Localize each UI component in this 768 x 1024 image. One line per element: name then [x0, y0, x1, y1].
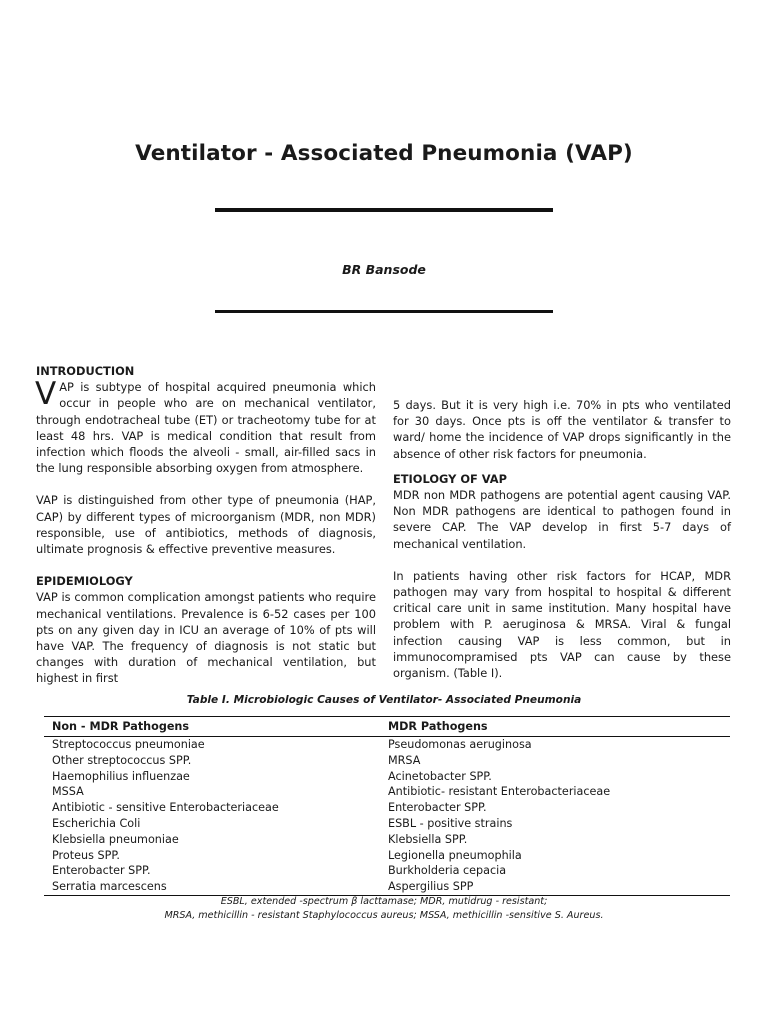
left-column [36, 363, 376, 687]
mdr-cell: MRSA [388, 753, 421, 767]
title-divider-bottom [215, 310, 553, 313]
article-title: Ventilator - Associated Pneumonia (VAP) [135, 141, 633, 166]
table-row [44, 784, 730, 800]
epidemiology-heading: EPIDEMIOLOGY [36, 574, 133, 589]
author-name: BR Bansode [342, 262, 426, 277]
introduction-paragraph-1-text: AP is subtype of hospital acquired pneumonia which occur in people who are on mechanical ventilator, through endotracheal tube (ET) or tracheotomy tube for at least 48 hrs. VAP is medical condition that result from infection which floods the alveoli - small, air-filled sacs in the lung responsible absorbing oxygen from atmosphere. [36, 380, 376, 476]
introduction-paragraph-2: VAP is distinguished from other type of pneumonia (HAP, CAP) by different types of microorganism (MDR, non MDR) responsible, use of antibiotics, methods of diagnosis, ultimate prognosis & effective preventive measures. [36, 493, 376, 557]
pathogen-table [44, 716, 730, 896]
non-mdr-cell: Antibiotic - sensitive Enterobacteriaceae [52, 801, 279, 815]
table-footnote-1: ESBL, extended -spectrum β lacttamase; MDR, mutidrug - resistant; [220, 896, 548, 907]
header-non-mdr: Non - MDR Pathogens [44, 717, 380, 737]
table-header-row [44, 717, 730, 737]
non-mdr-cell: Other streptococcus SPP. [52, 753, 192, 767]
etiology-heading: ETIOLOGY OF VAP [393, 471, 507, 486]
title-divider-top [215, 208, 553, 212]
right-column [393, 397, 731, 681]
table-row [44, 800, 730, 816]
table-row [44, 848, 730, 864]
introduction-heading: INTRODUCTION [36, 364, 135, 378]
mdr-cell: Pseudomonas aeruginosa [388, 738, 532, 751]
mdr-cell: Antibiotic- resistant Enterobacteriaceae [388, 785, 611, 799]
table-footnote-2: MRSA, methicillin - resistant Staphylococcus aureus; MSSA, methicillin -sensitive S. Aureus. [164, 910, 604, 921]
etiology-paragraph-2: In patients having other risk factors for HCAP, MDR pathogen may vary from hospital to hospital & different critical care unit in same institution. Many hospital have problem with P. aeruginosa & MRSA. Viral & fungal infection causing VAP is less common, but in immunocompramised pts VAP can cause by these organism. (Table I). [393, 568, 731, 681]
etiology-paragraph-1: MDR non MDR pathogens are potential agent causing VAP. Non MDR pathogens are identical to pathogen found in severe CAP. The VAP develop in first 5-7 days of mechanical ventilation. [393, 488, 731, 551]
non-mdr-cell: Escherichia Coli [52, 816, 141, 830]
table-caption: Table I. Microbiologic Causes of Ventilator- Associated Pneumonia [186, 694, 582, 706]
table-row [44, 832, 730, 848]
mdr-cell: Legionella pneumophila [388, 848, 522, 862]
table-row [44, 863, 730, 879]
non-mdr-cell: Streptococcus pneumoniae [52, 738, 205, 751]
table-row [44, 879, 730, 895]
mdr-cell: Burkholderia cepacia [388, 864, 507, 878]
non-mdr-cell: Proteus SPP. [52, 848, 120, 862]
header-mdr: MDR Pathogens [380, 717, 730, 737]
non-mdr-cell: Klebsiella pneumoniae [52, 832, 179, 846]
drop-cap: V [35, 376, 57, 413]
table-row [44, 769, 730, 785]
mdr-cell: Acinetobacter SPP. [388, 769, 492, 783]
table-row [44, 737, 730, 753]
table-row [44, 816, 730, 832]
epidemiology-continued: 5 days. But it is very high i.e. 70% in pts who ventilated for 30 days. Once pts is off the ventilator & transfer to ward/ home the incidence of VAP drops significantly in the absence of other risk factors for pneumonia. [393, 398, 731, 461]
mdr-cell: ESBL - positive strains [388, 816, 513, 830]
non-mdr-cell: Serratia marcescens [44, 879, 380, 895]
mdr-cell: Aspergilius SPP [380, 879, 730, 895]
mdr-cell: Enterobacter SPP. [388, 801, 487, 815]
epidemiology-paragraph: VAP is common complication amongst patients who require mechanical ventilations. Prevalence is 6-52 cases per 100 pts on any given day in ICU an average of 10% of pts will have VAP. The frequency of diagnosis is not static but changes with duration of mechanical ventilation, but highest in first [36, 590, 376, 686]
non-mdr-cell: Enterobacter SPP. [52, 864, 151, 878]
introduction-paragraph-1 [35, 376, 376, 476]
non-mdr-cell: MSSA [52, 785, 84, 799]
table-row [44, 753, 730, 769]
non-mdr-cell: Haemophilius influenzae [52, 769, 190, 783]
mdr-cell: Klebsiella SPP. [388, 832, 468, 846]
